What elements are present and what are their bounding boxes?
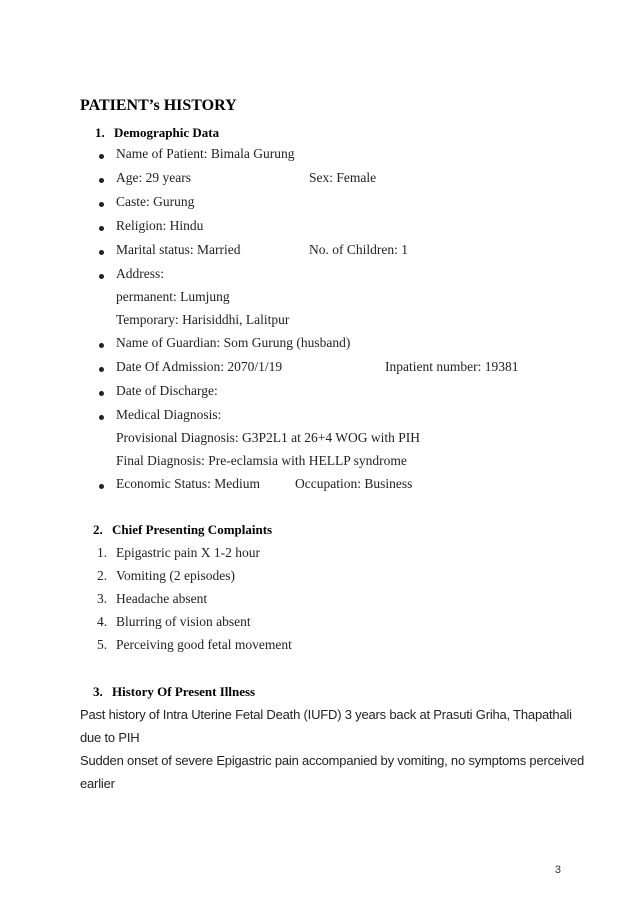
complaint-number: 4. [97,614,108,629]
list-item-admission-date: Date Of Admission: 2070/1/19 [116,359,283,374]
bullet-icon [99,274,104,279]
section-number: 1. [95,125,105,140]
list-item-occupation: Occupation: Business [295,476,413,491]
list-item-religion: Religion: Hindu [116,218,204,233]
section-title: Demographic Data [114,125,220,140]
illness-text-line: Sudden onset of severe Epigastric pain accompanied by vomiting, no symptoms perceived [80,753,585,768]
page-title: PATIENT’s HISTORY [80,97,237,114]
address-permanent: permanent: Lumjung [116,289,230,304]
list-item-inpatient-number: Inpatient number: 19381 [385,359,519,374]
illness-text-line: Past history of Intra Uterine Fetal Death (IUFD) 3 years back at Prasuti Griha, Thapathali [80,707,572,722]
complaint-item: Headache absent [116,591,208,606]
list-item-sex: Sex: Female [309,170,377,185]
complaint-number: 1. [97,545,108,560]
complaint-number: 5. [97,637,108,652]
section-title: Chief Presenting Complaints [112,522,273,537]
list-item-address: Address: [116,266,164,281]
list-item-name: Name of Patient: Bimala Gurung [116,146,295,161]
illness-text-line: due to PIH [80,730,140,745]
section-number: 2. [93,522,103,537]
final-diagnosis: Final Diagnosis: Pre-eclamsia with HELLP syndrome [116,453,407,468]
illness-text-line: earlier [80,776,115,791]
bullet-icon [99,154,104,159]
list-item-guardian: Name of Guardian: Som Gurung (husband) [116,335,351,350]
section-number: 3. [93,684,103,699]
list-item-discharge-date: Date of Discharge: [116,383,218,398]
bullet-icon [99,178,104,183]
list-item-age: Age: 29 years [116,170,191,185]
section-heading-demographic [95,125,219,141]
section-heading-present-illness [93,684,255,700]
section-title: History Of Present Illness [112,684,256,699]
bullet-icon [99,484,104,489]
bullet-icon [99,343,104,348]
complaint-number: 2. [97,568,108,583]
list-item-children: No. of Children: 1 [309,242,408,257]
list-item-economic-status: Economic Status: Medium [116,476,260,491]
provisional-diagnosis: Provisional Diagnosis: G3P2L1 at 26+4 WOG with PIH [116,430,420,445]
complaint-number: 3. [97,591,108,606]
list-item-caste: Caste: Gurung [116,194,195,209]
page-number: 3 [554,864,561,876]
complaint-item: Epigastric pain X 1-2 hour [116,545,260,560]
list-item-marital-status: Marital status: Married [116,242,241,257]
bullet-icon [99,415,104,420]
bullet-icon [99,202,104,207]
list-item-medical-diagnosis: Medical Diagnosis: [116,407,222,422]
bullet-icon [99,367,104,372]
complaint-item: Blurring of vision absent [116,614,251,629]
section-heading-complaints [93,522,272,538]
complaint-item: Vomiting (2 episodes) [116,568,235,583]
bullet-icon [99,391,104,396]
bullet-icon [99,250,104,255]
bullet-icon [99,226,104,231]
address-temporary: Temporary: Harisiddhi, Lalitpur [116,312,290,327]
complaint-item: Perceiving good fetal movement [116,637,292,652]
